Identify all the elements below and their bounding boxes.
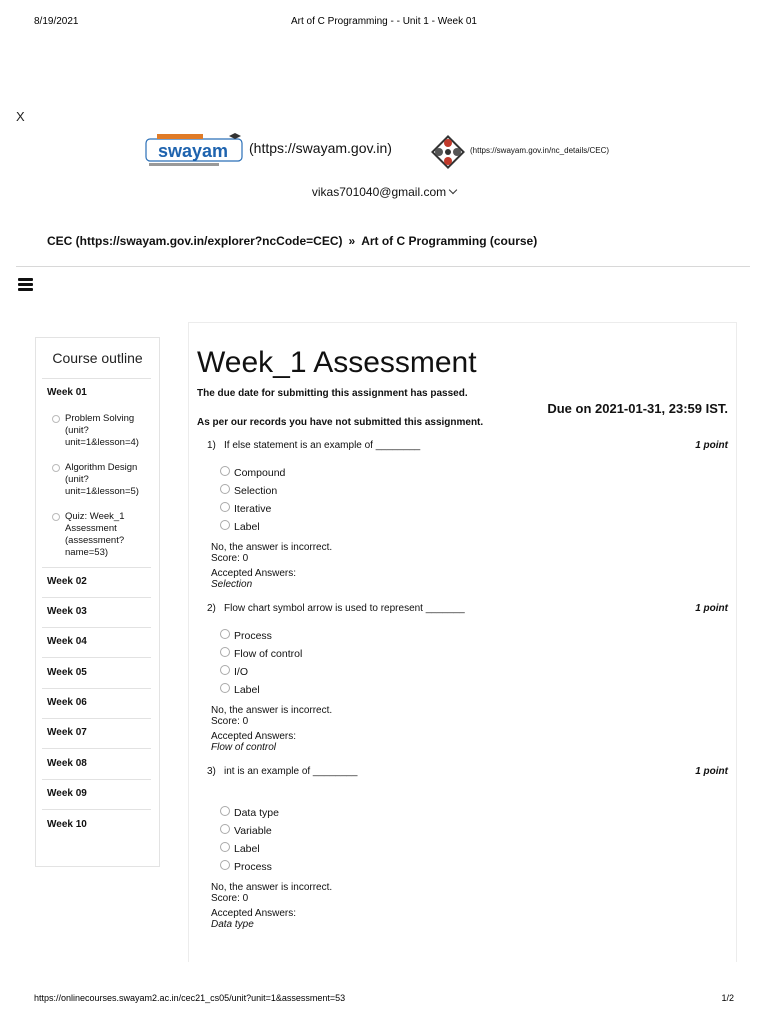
lesson-bullet-icon [52, 464, 60, 472]
sidebar-week-06[interactable]: Week 06 [47, 697, 87, 708]
sidebar-divider [42, 378, 151, 379]
print-footer [34, 993, 734, 1007]
breadcrumb-separator: » [348, 234, 356, 248]
svg-text:swayam: swayam [157, 141, 229, 161]
result-text: No, the answer is incorrect. [211, 542, 333, 553]
cec-link[interactable]: (https://swayam.gov.in/nc_details/CEC) [470, 146, 610, 155]
sidebar-week-07[interactable]: Week 07 [47, 727, 87, 738]
print-title: Art of C Programming - - Unit 1 - Week 01 [291, 16, 477, 27]
print-page-number: 1/2 [721, 993, 734, 1003]
sidebar-divider [42, 688, 151, 689]
header-divider [16, 266, 750, 267]
chevron-down-icon [449, 186, 457, 194]
close-button[interactable]: X [16, 109, 25, 124]
radio-icon [220, 842, 230, 852]
lesson-bullet-icon [52, 415, 60, 423]
question-points: 1 point [695, 766, 728, 777]
radio-icon [220, 824, 230, 834]
sidebar-week-03[interactable]: Week 03 [47, 606, 87, 617]
radio-icon [220, 860, 230, 870]
question-text: int is an example of ________ [224, 766, 358, 777]
radio-icon [220, 466, 230, 476]
accepted-answer: Data type [211, 919, 254, 930]
swayam-logo[interactable] [145, 132, 245, 170]
sidebar-week-09[interactable]: Week 09 [47, 788, 87, 799]
menu-icon[interactable] [18, 278, 33, 290]
print-url: https://onlinecourses.swayam2.ac.in/cec21_cs05/unit?unit=1&assessment=53 [34, 993, 346, 1003]
radio-icon [220, 629, 230, 639]
question-points: 1 point [695, 440, 728, 451]
radio-icon [220, 484, 230, 494]
result-text: No, the answer is incorrect. [211, 705, 333, 716]
sidebar-divider [42, 567, 151, 568]
radio-icon [220, 665, 230, 675]
sidebar-title: Course outline [52, 350, 143, 366]
question-number: 1) [207, 440, 216, 451]
swayam-link[interactable]: (https://swayam.gov.in) [249, 140, 392, 156]
due-date: Due on 2021-01-31, 23:59 IST. [547, 401, 728, 416]
sidebar-divider [42, 627, 151, 628]
question-number: 2) [207, 603, 216, 614]
question-3-feedback [211, 882, 332, 930]
radio-icon [220, 806, 230, 816]
accepted-label: Accepted Answers: [211, 568, 297, 579]
accepted-answer: Selection [211, 579, 253, 590]
sidebar-lesson-algorithm-design[interactable]: Algorithm Design (unit? unit=1&lesson=5) [52, 462, 158, 498]
question-2-feedback [211, 705, 332, 753]
radio-icon [220, 683, 230, 693]
sidebar-week-05[interactable]: Week 05 [47, 667, 87, 678]
question-points: 1 point [695, 603, 728, 614]
sidebar-week-04[interactable]: Week 04 [47, 636, 87, 647]
radio-icon [220, 647, 230, 657]
print-date: 8/19/2021 [34, 16, 79, 27]
sidebar-divider [42, 748, 151, 749]
sidebar-lesson-quiz[interactable]: Quiz: Week_1 Assessment (assessment? name=53) [52, 511, 158, 559]
sidebar-divider [42, 809, 151, 810]
score-text: Score: 0 [211, 716, 249, 727]
sidebar-week-01[interactable]: Week 01 [47, 387, 87, 398]
cec-logo[interactable] [430, 134, 466, 170]
course-outline-sidebar [35, 337, 160, 867]
question-text: Flow chart symbol arrow is used to represent _______ [224, 603, 465, 614]
accepted-label: Accepted Answers: [211, 731, 297, 742]
breadcrumb-cec[interactable]: CEC (https://swayam.gov.in/explorer?ncCode=CEC) [47, 234, 343, 248]
user-menu [0, 185, 768, 199]
user-email-dropdown[interactable] [312, 185, 456, 199]
sidebar-week-10[interactable]: Week 10 [47, 819, 87, 830]
question-text: If else statement is an example of ________ [224, 440, 421, 451]
question-number: 3) [207, 766, 216, 777]
due-passed-notice: The due date for submitting this assignment has passed. [197, 388, 468, 399]
sidebar-divider [42, 718, 151, 719]
sidebar-week-02[interactable]: Week 02 [47, 576, 87, 587]
accepted-label: Accepted Answers: [211, 908, 297, 919]
score-text: Score: 0 [211, 553, 249, 564]
radio-icon [220, 520, 230, 530]
result-text: No, the answer is incorrect. [211, 882, 333, 893]
score-text: Score: 0 [211, 893, 249, 904]
question-1-feedback [211, 542, 332, 590]
breadcrumb-course[interactable]: Art of C Programming (course) [361, 234, 538, 248]
sidebar-lesson-problem-solving[interactable]: Problem Solving (unit? unit=1&lesson=4) [52, 413, 158, 449]
lesson-bullet-icon [52, 513, 60, 521]
sidebar-week-08[interactable]: Week 08 [47, 758, 87, 769]
not-submitted-notice: As per our records you have not submitted this assignment. [197, 417, 484, 428]
page-title: Week_1 Assessment [197, 346, 477, 379]
print-header [34, 16, 734, 30]
accepted-answer: Flow of control [211, 742, 277, 753]
user-email: vikas701040@gmail.com [311, 185, 447, 199]
breadcrumb [47, 234, 537, 248]
sidebar-divider [42, 779, 151, 780]
sidebar-divider [42, 597, 151, 598]
logo-row [145, 130, 645, 174]
sidebar-divider [42, 657, 151, 658]
radio-icon [220, 502, 230, 512]
